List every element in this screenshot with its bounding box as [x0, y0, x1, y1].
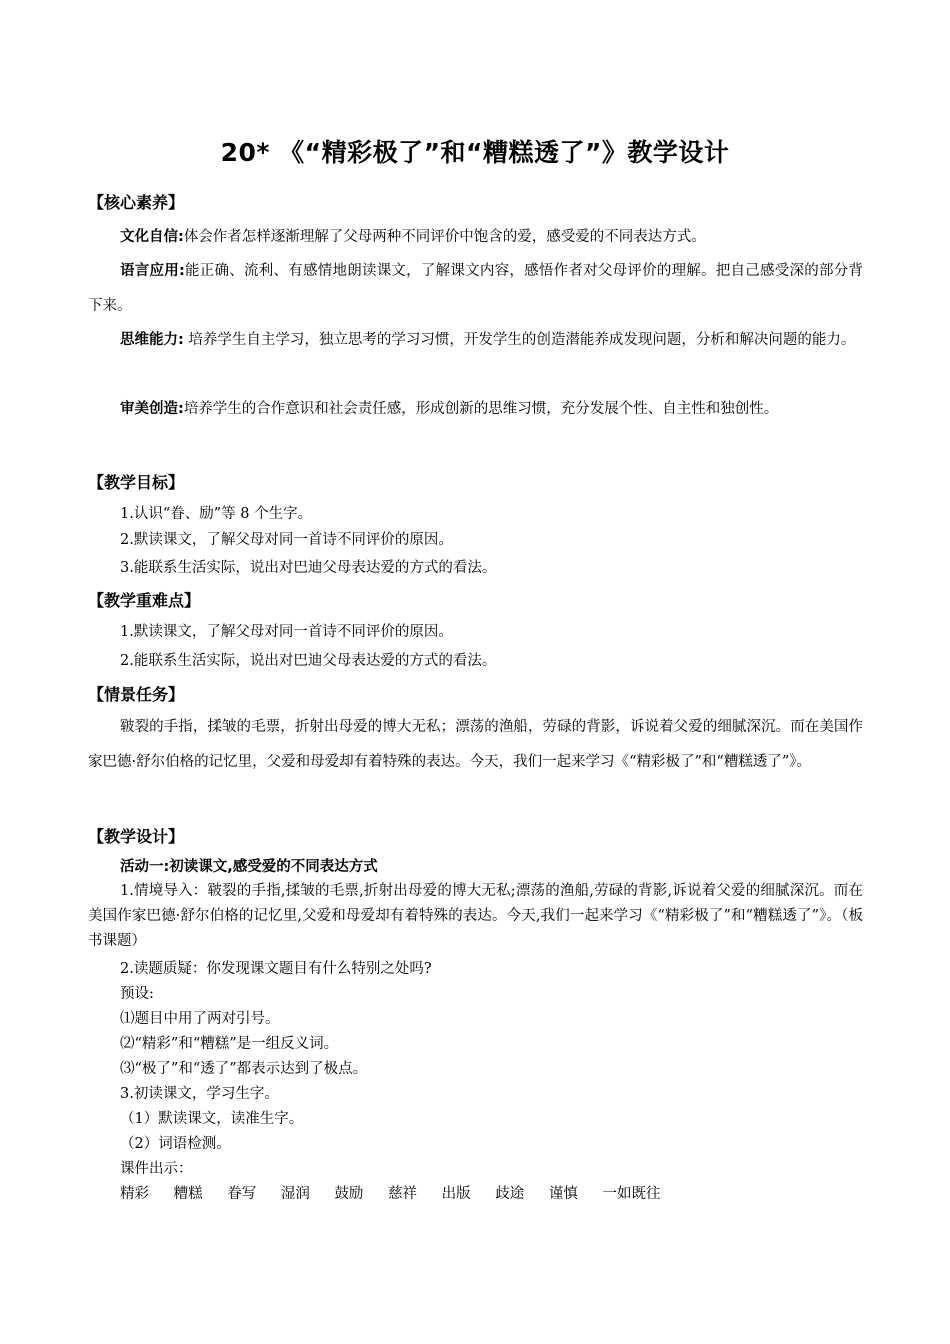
activity-intro: 1.情境导入：皲裂的手指,揉皱的毛票,折射出母爱的博大无私;漂荡的渔船,劳碌的背影,诉说着父爱的细腻深沉。而在美国作家巴德·舒尔伯格的记忆里,父爱和母爱却有着特殊的表达。今天,我们一起来学习《“精彩极了”和“糟糕透了”》。（板书课题）: [88, 883, 863, 949]
core-item-aesthetic: [88, 392, 863, 427]
vocab-word: 一如既往: [602, 1186, 661, 1202]
design-line: ⑵“精彩”和“糟糕”是一组反义词。: [120, 1036, 339, 1052]
section-heading-core: 【核心素养】: [88, 193, 185, 212]
vocabulary-list: [120, 1182, 680, 1203]
core-item-text: 培养学生自主学习，独立思考的学习习惯，开发学生的创造潜能养成发现问题，分析和解决问题的能力。: [183, 332, 856, 348]
design-line: 预设:: [120, 986, 154, 1002]
core-item-label: 审美创造:: [120, 401, 184, 417]
design-line: 课件出示：: [120, 1161, 193, 1177]
section-heading-scenario: 【情景任务】: [88, 685, 185, 704]
keypoint-item: 2.能联系生活实际，说出对巴迪父母表达爱的方式的看法。: [120, 653, 497, 669]
core-item-label: 文化自信:: [120, 229, 184, 245]
vocab-word: 糟糕: [173, 1186, 203, 1202]
section-heading-goals: 【教学目标】: [88, 473, 185, 492]
goal-item: 1.认识“眷、励”等 8 个生字。: [120, 506, 313, 522]
core-item-culture: [88, 220, 863, 255]
keypoint-item: 1.默读课文，了解父母对同一首诗不同评价的原因。: [120, 624, 453, 640]
core-item-text: 能正确、流利、有感情地朗读课文，了解课文内容，感悟作者对父母评价的理解。把自己感受深的部分背下来。: [88, 263, 863, 314]
vocab-word: 歧途: [495, 1186, 525, 1202]
scenario-text: 皲裂的手指，揉皱的毛票，折射出母爱的博大无私；漂荡的渔船，劳碌的背影，诉说着父爱的细腻深沉。而在美国作家巴德·舒尔伯格的记忆里，父爱和母爱却有着特殊的表达。今天，我们一起来学习《“精彩极了”和“糟糕透了”》。: [88, 719, 863, 770]
design-line: 3.初读课文，学习生字。: [120, 1086, 279, 1102]
design-line: ⑶“极了”和“透了”都表示达到了极点。: [120, 1061, 368, 1077]
goal-item: 3.能联系生活实际，说出对巴迪父母表达爱的方式的看法。: [120, 560, 497, 576]
vocab-word: 谨慎: [548, 1186, 578, 1202]
activity-title: 活动一:初读课文,感受爱的不同表达方式: [120, 859, 378, 875]
vocab-word: 精彩: [120, 1186, 149, 1202]
vocab-word: 慈祥: [388, 1186, 418, 1202]
core-item-thinking: [88, 323, 863, 358]
core-item-label: 语言应用:: [120, 263, 185, 279]
page-title: 20* 《“精彩极了”和“糟糕透了”》教学设计: [220, 138, 730, 167]
core-item-text: 体会作者怎样逐渐理解了父母两种不同评价中饱含的爱，感受爱的不同表达方式。: [183, 229, 706, 245]
design-line: （1）默读课文，读准生字。: [120, 1111, 304, 1127]
core-item-label: 思维能力:: [120, 332, 184, 348]
vocab-word: 眷写: [227, 1186, 257, 1202]
vocab-word: 湿润: [280, 1186, 310, 1202]
section-heading-keypoints: 【教学重难点】: [88, 591, 201, 610]
design-line: （2）词语检测。: [120, 1136, 231, 1152]
goal-item: 2.默读课文，了解父母对同一首诗不同评价的原因。: [120, 532, 453, 548]
section-heading-design: 【教学设计】: [88, 827, 185, 846]
core-item-text: 培养学生的合作意识和社会责任感，形成创新的思维习惯，充分发展个性、自主性和独创性。: [183, 401, 779, 417]
vocab-word: 出版: [441, 1186, 471, 1202]
design-line: 2.读题质疑：你发现课文题目有什么特别之处吗?: [120, 961, 432, 977]
vocab-word: 鼓励: [334, 1186, 364, 1202]
core-item-language: [88, 254, 863, 324]
design-line: ⑴题目中用了两对引号。: [120, 1011, 280, 1027]
